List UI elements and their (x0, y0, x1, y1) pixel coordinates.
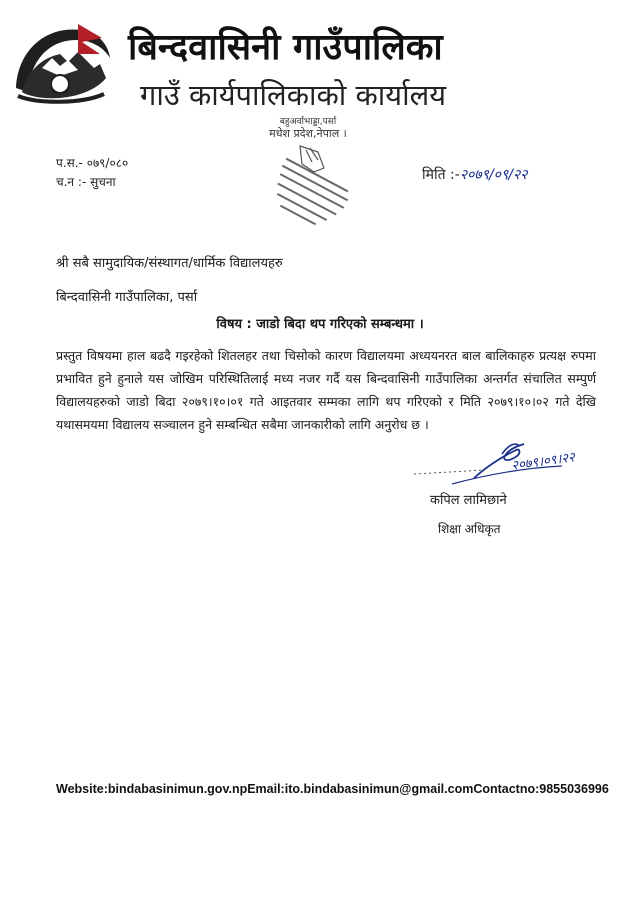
date-label: मिति :- (422, 167, 460, 183)
letter-date (422, 165, 528, 184)
subject-line: विषय : जाडो बिदा थप गरिएको सम्बन्धमा । (216, 317, 424, 332)
org-name: बिन्दवासिनी गाउँपालिका (128, 27, 443, 68)
office-seal-icon (262, 138, 372, 238)
date-value: २०७९/०९/२२ (459, 167, 528, 183)
stamp-address (248, 116, 368, 140)
signatory-title: शिक्षा अधिकृत (438, 522, 501, 536)
stamp-line-2: मधेश प्रदेश,नेपाल । (269, 127, 347, 140)
handwritten-signature-icon (412, 432, 582, 492)
municipality-logo-icon (8, 18, 112, 106)
footer-contact: Website:bindabasinimun.gov.npEmail:ito.bindabasinimun@gmail.comContactno:9855036996 (56, 782, 609, 796)
stamp-line-1: बहुअर्वाभाड्डा,पर्सा (279, 117, 337, 127)
signatory-name: कपिल लामिछाने (430, 493, 507, 508)
office-name: गाउँ कार्यपालिकाको कार्यालय (140, 78, 447, 112)
addressee: श्री सबै सामुदायिक/संस्थागत/धार्मिक विद्यालयहरु (56, 256, 283, 271)
letter-body: प्रस्तुत विषयमा हाल बढदै गइरहेको शितलहर तथा चिसोको कारण विद्यालयमा अध्ययनरत बाल बालिकाहरु प्रत्यक्ष रुपमा प्रभावित हुने हुनाले यस जोखिम परिस्थितिलाई मध्य नजर गर्दै यस बिन्दवासिनी गाउँपालिका अन्तर्गत संचालित सम्पुर्ण विद्यालयहरुको जाडो बिदा २०७९।१०।०१ गते आइतवार सम्मका लागि थप गरिएको र मिति २०७९।१०।०२ गते देखि यथासमयमा विद्यालय सञ्चालन हुने सम्बन्धित सबैमा जानकारीको लागि अनुरोध छ । (56, 348, 596, 432)
signature-date: २०७९।०९।२२ (510, 450, 576, 474)
reference-number: प.स.- ०७९/०८० (56, 156, 129, 170)
addressee-location: बिन्दवासिनी गाउँपालिका, पर्सा (56, 290, 198, 305)
dispatch-number: च.न :- सुचना (56, 175, 116, 189)
